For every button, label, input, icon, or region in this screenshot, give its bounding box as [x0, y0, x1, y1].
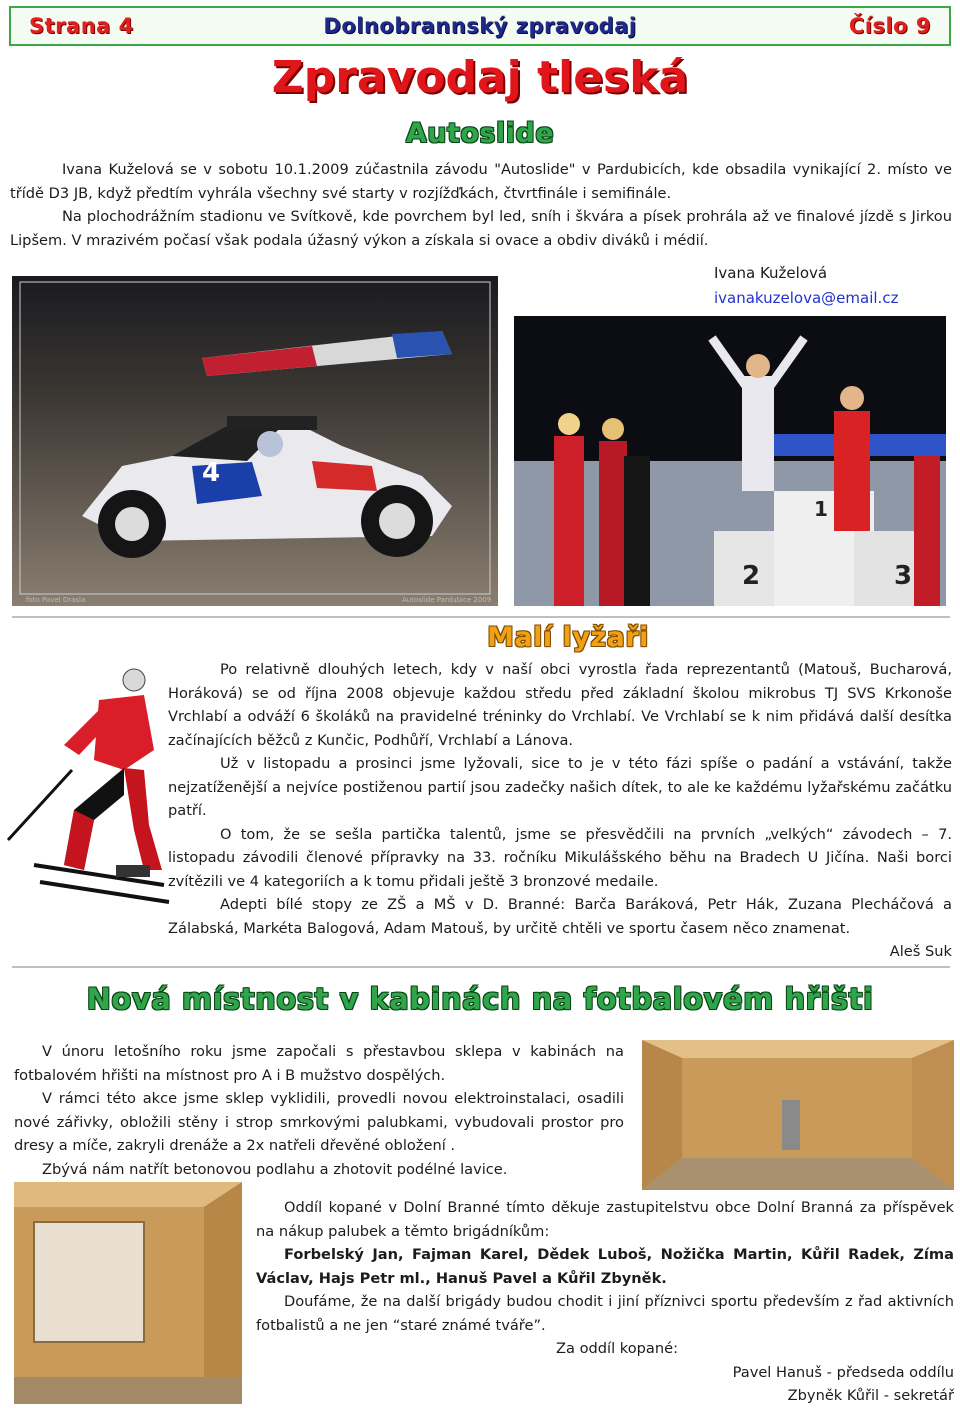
lyzari-article	[168, 658, 952, 964]
newsletter-title: Dolnobrannský zpravodaj	[323, 14, 637, 38]
page-header	[9, 6, 951, 46]
lyzari-paragraph-2: Už v listopadu a prosinci jsme lyžovali, sice to je v této fázi spíše o padání a vstávání, takže nejzatíženější a nejvíce postiženou partií jsou zadečky našich dítek, to ale ke každému lyžařskému začátku patří.	[168, 755, 952, 819]
mistnost-article-top	[14, 1040, 624, 1181]
race-car-illustration	[12, 276, 498, 606]
issue-number: Číslo 9	[848, 14, 931, 38]
wooden-room-photo-1	[642, 1040, 954, 1190]
photo-caption: Autoslide Pardubice 2009	[402, 596, 492, 604]
lyzari-author: Aleš Suk	[889, 943, 952, 960]
main-title: Zpravodaj tleská	[271, 52, 689, 103]
lyzari-paragraph-1: Po relativně dlouhých letech, kdy v naší obci vyrostla řada reprezentantů (Matouš, Bucharová, Horáková) se od října 2008 objevuje každou středu před základní školou mikrobus TJ SVS Krkonoše Vrchlabí a odváží 6 školáků na pravidelné tréninky do Vrchlabí. Ve Vrchlabí se k nim přidává další desítka začínajících běžců z Kunčic, Podhůří, Vrchlabí a Lánova.	[168, 661, 952, 749]
mistnost-article-bottom	[256, 1196, 954, 1408]
podium-place-2: 2	[742, 561, 761, 591]
mistnost-paragraph-4: Oddíl kopané v Dolní Branné tímto děkuje zastupitelstvu obce Dolní Branná za příspěvek na nákup palubek a těmto brigádníkům:	[256, 1199, 954, 1240]
wooden-room-photo-2	[14, 1182, 242, 1404]
autoslide-email-link[interactable]: ivanakuzelova@email.cz	[714, 289, 899, 307]
section-divider-1	[12, 616, 950, 618]
lyzari-paragraph-4: Adepti bílé stopy ze ZŠ a MŠ v D. Branné: Barča Baráková, Petr Hák, Zuzana Plecháčová a Zálabská, Markéta Balogová, Adam Matouš, by určitě chtěli ve sportu časem něco znamenat.	[168, 896, 952, 937]
mistnost-sign-1: Pavel Hanuš - předseda oddílu	[732, 1363, 954, 1381]
mistnost-volunteers: Forbelský Jan, Fajman Karel, Dědek Luboš, Nožička Martin, Kůřil Radek, Zíma Václav, Hajs Petr ml., Hanuš Pavel a Kůřil Zbyněk.	[256, 1246, 954, 1287]
mistnost-paragraph-1: V únoru letošního roku jsme započali s přestavbou sklepa v kabinách na fotbalovém hřišti na místnost pro A i B mužstvo dospělých.	[14, 1043, 624, 1084]
mistnost-sign-2: Zbyněk Kůřil - sekretář	[787, 1387, 954, 1404]
autoslide-title: Autoslide	[405, 118, 555, 149]
podium-place-1: 1	[814, 497, 828, 521]
mistnost-paragraph-6: Doufáme, že na další brigády budou chodit i jiní příznivci sportu především z řad aktivních fotbalistů a ne jen “staré známé tváře”.	[256, 1293, 954, 1334]
podium-illustration	[514, 316, 946, 606]
section-divider-2	[12, 966, 950, 968]
podium-photo	[514, 316, 946, 606]
autoslide-paragraph-2: Na plochodrážním stadionu ve Svítkově, kde povrchem byl led, sníh i škvára a písek prohrála až ve finalové jízdě s Jirkou Lipšem. V mrazivém počasí však podala úžasný výkon a získala si ovace a obdiv diváků i médií.	[10, 208, 952, 249]
podium-place-3: 3	[894, 561, 913, 591]
mistnost-sign-intro: Za oddíl kopané:	[556, 1340, 678, 1357]
lyzari-title: Malí lyžaři	[487, 622, 649, 653]
mistnost-paragraph-2: V rámci této akce jsme sklep vyklidili, provedli novou elektroinstalaci, osadili nové zářivky, obložili stěny i strop smrkovými palubkami, vybudovali prostor pro dresy a míče, zakryli drenáže a 2x natřeli dřevěné obložení .	[14, 1090, 624, 1154]
autoslide-author: Ivana Kuželová	[714, 264, 828, 282]
mistnost-paragraph-3: Zbývá nám natřít betonovou podlahu a zhotovit podélné lavice.	[42, 1160, 508, 1178]
autoslide-article	[10, 158, 952, 252]
autoslide-paragraph-1: Ivana Kuželová se v sobotu 10.1.2009 zúčastnila závodu "Autoslide" v Pardubicích, kde obsadila vynikající 2. místo ve třídě D3 JB, když předtím vyhrála všechny své starty v rozjížďkách, čtvrtfinále i semifinále.	[10, 161, 952, 202]
mistnost-title: Nová místnost v kabinách na fotbalovém hřišti	[86, 982, 874, 1016]
lyzari-paragraph-3: O tom, že se sešla partička talentů, jsme se přesvědčili na prvních „velkých“ závodech – 7. listopadu závodili členové přípravky na 33. ročníku Mikulášského běhu na Bradech U Jičína. Naši borci zvítězili ve 4 kategoriích a k tomu přidali ještě 3 bronzové medaile.	[168, 825, 952, 890]
skier-illustration	[4, 660, 174, 940]
race-car-photo	[12, 276, 498, 606]
car-number: 4	[202, 458, 221, 488]
photo-credit: foto Pavel Drasla	[26, 596, 86, 604]
page-number: Strana 4	[29, 14, 134, 38]
